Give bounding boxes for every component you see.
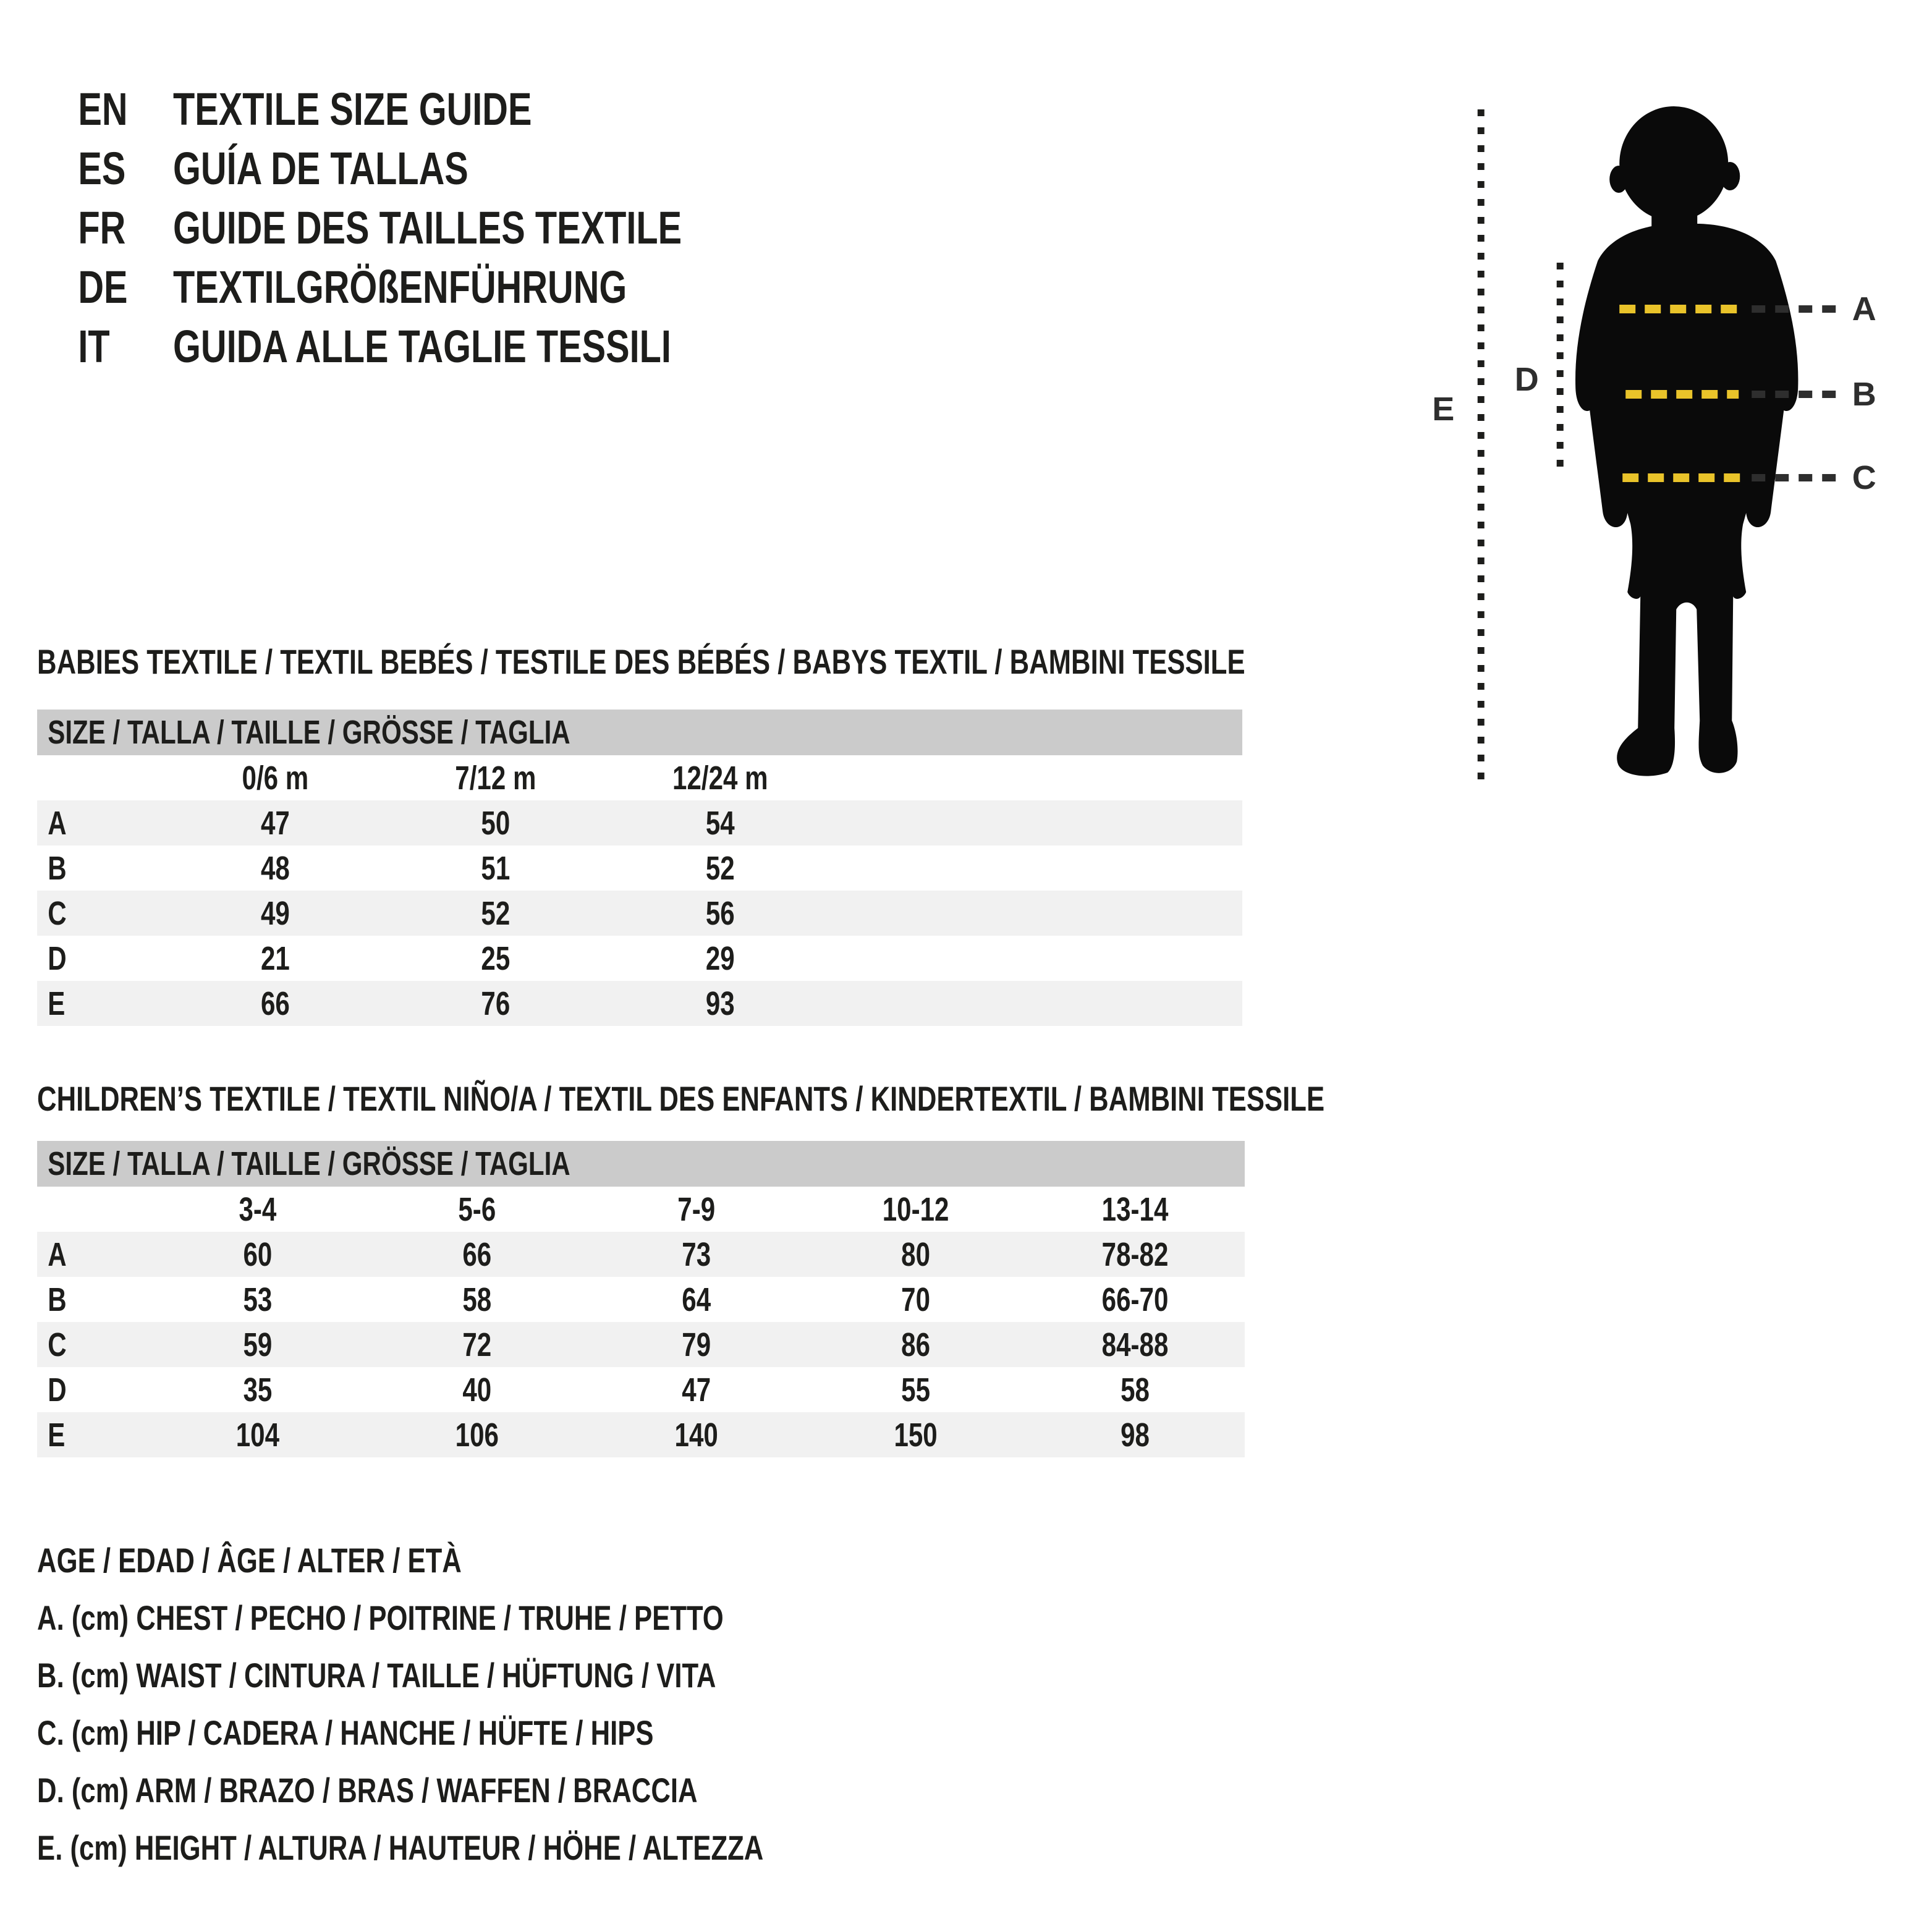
row-label: C	[48, 1326, 67, 1363]
table-cell: 86	[901, 1326, 931, 1363]
measure-label-c: C	[1852, 459, 1876, 496]
column-header-row	[37, 1187, 1245, 1232]
table-cell: 64	[682, 1281, 711, 1318]
table-cell: 106	[455, 1416, 499, 1454]
table-cell: 51	[481, 849, 511, 887]
language-code: FR	[78, 201, 126, 253]
measurement-legend	[37, 1532, 763, 1876]
table-row	[37, 936, 1242, 981]
babies-size-table	[37, 710, 1242, 1026]
table-cell: 25	[481, 939, 511, 977]
language-row	[78, 198, 682, 257]
table-cell: 56	[705, 894, 735, 932]
table-row	[37, 1367, 1245, 1412]
table-cell: 35	[243, 1371, 273, 1409]
table-row	[37, 1232, 1245, 1277]
legend-line: C. (cm) HIP / CADERA / HANCHE / HÜFTE / HIPS	[37, 1713, 654, 1752]
table-row	[37, 1412, 1245, 1457]
language-code: ES	[78, 142, 126, 194]
row-label: D	[48, 939, 67, 977]
legend-line: AGE / EDAD / ÂGE / ALTER / ETÀ	[37, 1541, 462, 1580]
table-cell: 49	[260, 894, 290, 932]
column-header: 7-9	[677, 1190, 716, 1228]
table-cell: 40	[462, 1371, 492, 1409]
guide-title: TEXTILE SIZE GUIDE	[173, 83, 532, 135]
table-cell: 76	[481, 985, 511, 1022]
column-header: 7/12 m	[455, 759, 536, 797]
table-row	[37, 845, 1242, 891]
children-section-title: CHILDREN’S TEXTILE / TEXTIL NIÑO/A / TEXTIL DES ENFANTS / KINDERTEXTIL / BAMBINI TESSILE	[37, 1079, 1325, 1118]
legend-line: E. (cm) HEIGHT / ALTURA / HAUTEUR / HÖHE / ALTEZZA	[37, 1828, 764, 1867]
language-row	[78, 316, 682, 376]
table-row	[37, 1322, 1245, 1367]
guide-title: GUIDA ALLE TAGLIE TESSILI	[173, 320, 671, 372]
measure-label-b: B	[1852, 376, 1876, 413]
language-code: EN	[78, 83, 128, 135]
language-code: DE	[78, 261, 128, 313]
table-cell: 66-70	[1101, 1281, 1169, 1318]
measure-label-d: D	[1514, 361, 1539, 398]
row-label: D	[48, 1371, 67, 1409]
table-cell: 66	[260, 985, 290, 1022]
table-cell: 53	[243, 1281, 273, 1318]
table-cell: 48	[260, 849, 290, 887]
row-label: C	[48, 894, 67, 932]
guide-title: GUÍA DE TALLAS	[173, 142, 468, 194]
table-cell: 73	[682, 1235, 711, 1273]
table-cell: 79	[682, 1326, 711, 1363]
table-cell: 50	[481, 804, 511, 842]
legend-line: A. (cm) CHEST / PECHO / POITRINE / TRUHE / PETTO	[37, 1598, 724, 1637]
measure-label-e: E	[1432, 391, 1455, 428]
table-cell: 52	[481, 894, 511, 932]
table-cell: 150	[894, 1416, 938, 1454]
legend-line: D. (cm) ARM / BRAZO / BRAS / WAFFEN / BRACCIA	[37, 1771, 698, 1810]
column-header-row	[37, 755, 1242, 800]
language-code: IT	[78, 320, 110, 372]
table-cell: 54	[705, 804, 735, 842]
table-cell: 78-82	[1101, 1235, 1169, 1273]
table-cell: 58	[462, 1281, 492, 1318]
legend-line: B. (cm) WAIST / CINTURA / TAILLE / HÜFTUNG / VITA	[37, 1656, 716, 1695]
table-cell: 55	[901, 1371, 931, 1409]
language-row	[78, 79, 682, 138]
table-row	[37, 981, 1242, 1026]
table-cell: 98	[1121, 1416, 1150, 1454]
table-cell: 66	[462, 1235, 492, 1273]
table-row	[37, 891, 1242, 936]
table-cell: 52	[705, 849, 735, 887]
child-silhouette	[1575, 106, 1798, 776]
children-size-table	[37, 1141, 1245, 1457]
table-row	[37, 1277, 1245, 1322]
table-cell: 59	[243, 1326, 273, 1363]
row-label: E	[48, 985, 66, 1022]
row-label: A	[48, 804, 67, 842]
table-cell: 60	[243, 1235, 273, 1273]
column-header: 13-14	[1101, 1190, 1169, 1228]
column-header: 3-4	[239, 1190, 277, 1228]
child-silhouette-figure	[1421, 49, 1932, 797]
table-cell: 104	[235, 1416, 280, 1454]
table-cell: 70	[901, 1281, 931, 1318]
table-cell: 47	[682, 1371, 711, 1409]
language-row	[78, 138, 682, 198]
row-label: B	[48, 849, 67, 887]
table-cell: 29	[705, 939, 735, 977]
table-size-header: SIZE / TALLA / TAILLE / GRÖSSE / TAGLIA	[37, 710, 1242, 755]
table-cell: 47	[260, 804, 290, 842]
babies-section-title: BABIES TEXTILE / TEXTIL BEBÉS / TESTILE DES BÉBÉS / BABYS TEXTIL / BAMBINI TESSILE	[37, 642, 1245, 681]
language-row	[78, 257, 682, 316]
table-cell: 140	[674, 1416, 718, 1454]
column-header: 0/6 m	[242, 759, 309, 797]
measure-label-a: A	[1852, 290, 1876, 328]
column-header: 10-12	[882, 1190, 949, 1228]
table-size-header: SIZE / TALLA / TAILLE / GRÖSSE / TAGLIA	[37, 1141, 1245, 1187]
guide-title: TEXTILGRÖßENFÜHRUNG	[173, 261, 627, 313]
row-label: E	[48, 1416, 66, 1454]
column-header: 5-6	[458, 1190, 496, 1228]
table-cell: 84-88	[1101, 1326, 1169, 1363]
language-title-block	[78, 79, 682, 376]
table-cell: 21	[260, 939, 290, 977]
table-row	[37, 800, 1242, 845]
column-header: 12/24 m	[672, 759, 768, 797]
table-cell: 93	[705, 985, 735, 1022]
row-label: A	[48, 1235, 67, 1273]
table-cell: 58	[1121, 1371, 1150, 1409]
table-cell: 72	[462, 1326, 492, 1363]
table-cell: 80	[901, 1235, 931, 1273]
row-label: B	[48, 1281, 67, 1318]
guide-title: GUIDE DES TAILLES TEXTILE	[173, 201, 682, 253]
